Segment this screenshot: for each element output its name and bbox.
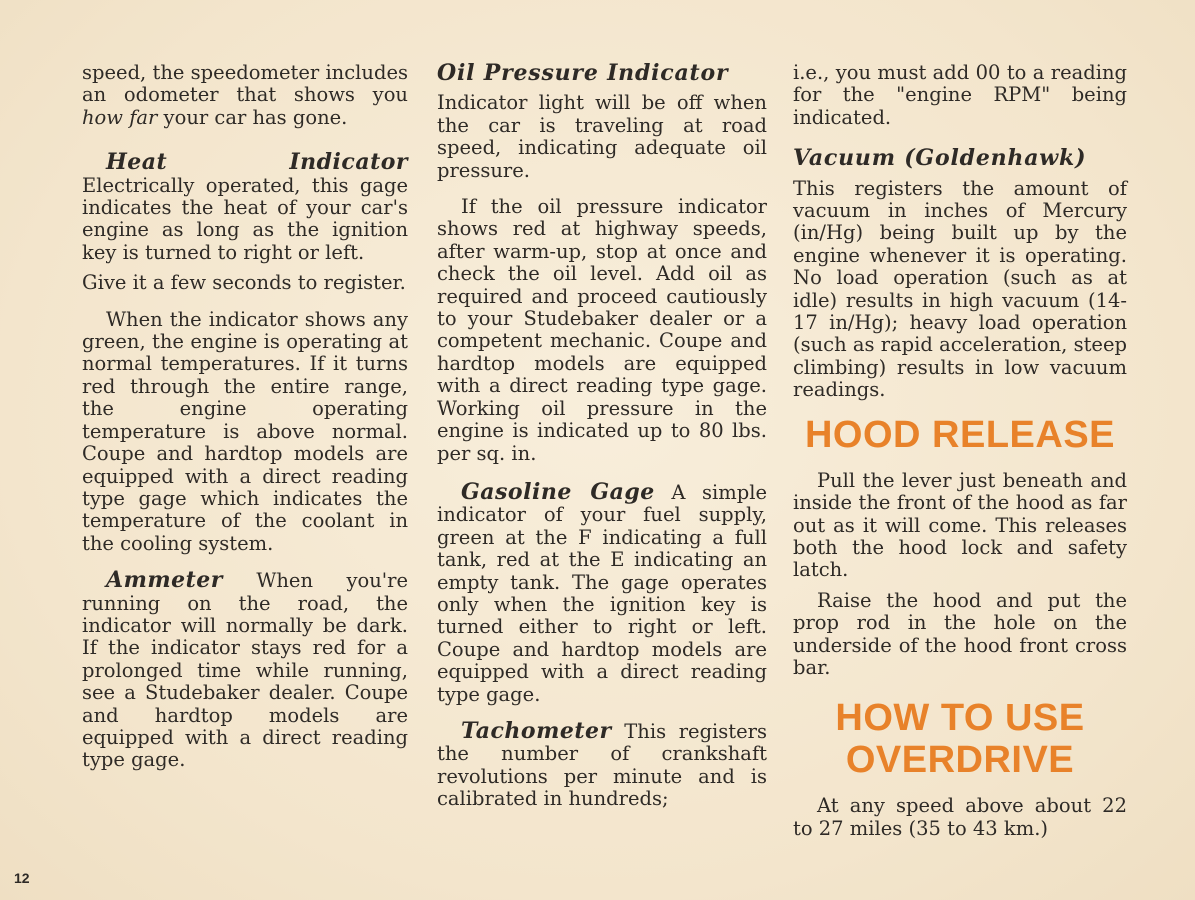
paragraph-register: Give it a few seconds to register. <box>82 271 406 295</box>
paragraph-vacuum: This registers the amount of vacuum in inches of Mercury (in/Hg) being built up by the engine whenever it is operating. No load operation (such as at idle) results in high vacuum (14-17 in/Hg); heavy load operation (such as rapid acceleration, steep climbing) results in low vacuum readings. <box>793 176 1127 402</box>
column-right <box>793 62 1127 848</box>
paragraph-hood-lever: Pull the lever just beneath and inside the front of the hood as far out as it will come. This releases both the hood lock and safety latch. <box>793 468 1127 582</box>
paragraph-tachometer <box>437 717 767 811</box>
text: Electrically operated, this gage indicates the heat of your car's engine as long as the ignition key is turned to right or left. <box>82 173 408 264</box>
subheading-oil-pressure: Oil Pressure Indicator <box>437 60 729 86</box>
text: When you're running on the road, the indicator will normally be dark. If the indicator stays red for a prolonged time while running, see a Studebaker dealer. Coupe and hardtop models are equipped with a direct reading type gage. <box>82 569 408 772</box>
subheading-heat-indicator: Heat Indicator <box>106 149 408 176</box>
subheading-ammeter: Ammeter <box>106 567 223 594</box>
section-title-hood-release: HOOD RELEASE <box>804 413 1116 456</box>
text: speed, the speedometer includes an odometer that shows you <box>82 61 408 107</box>
paragraph-rpm: i.e., you must add 00 to a reading for the "engine RPM" being indicated. <box>793 61 1127 129</box>
subheading-gasoline-gage: Gasoline Gage <box>461 478 655 505</box>
section-title-line: OVERDRIVE <box>845 739 1075 782</box>
paragraph-indicator-green: When the indicator shows any green, the engine is operating at normal temperatures. If it turns red through the entire range, the engine operating temperature is above normal. Coupe and hardtop models are equipped with a direct reading type gage which indicates the temperature of the coolant in the cooling system. <box>82 307 408 555</box>
paragraph-oil-red: If the oil pressure indicator shows red at highway speeds, after warm-up, stop at once and check the oil level. Add oil as required and proceed cautiously to your Studebaker dealer or a competent mechanic. Coupe and hardtop models are equipped with a direct reading type gage. Working oil pressure in the engine is indicated up to 80 lbs. per sq. in. <box>437 195 767 465</box>
column-middle <box>437 62 767 819</box>
text: your car has gone. <box>157 105 348 129</box>
paragraph-heat-indicator <box>82 151 408 264</box>
paragraph-hood-prop: Raise the hood and put the prop rod in the hole on the underside of the hood front cross bar. <box>793 588 1127 679</box>
paragraph-overdrive-speed: At any speed above about 22 to 27 miles (35 to 43 km.) <box>793 794 1127 840</box>
text: This registers the number of crankshaft revolutions per minute and is calibrated in hundreds; <box>437 719 767 811</box>
section-title-line: HOW TO USE <box>835 697 1085 740</box>
column-left <box>82 62 408 780</box>
subheading-tachometer: Tachometer <box>461 717 612 744</box>
paragraph-oil-pressure: Indicator light will be off when the car is traveling at road speed, indicating adequate oil pressure. <box>437 91 767 182</box>
paragraph-speedometer <box>82 62 408 129</box>
paragraph-ammeter <box>82 569 408 772</box>
text: A simple indicator of your fuel supply, green at the F indicating a full tank, red at the E indicating an empty tank. The gage operates only when the ignition key is turned either to right or left. Coupe and hardtop models are equipped with a direct reading type gage. <box>437 480 767 706</box>
section-title-overdrive <box>793 697 1127 781</box>
emphasis-text: how far <box>82 105 158 129</box>
paragraph-gasoline-gage <box>437 478 767 706</box>
subheading-vacuum: Vacuum (Goldenhawk) <box>793 145 1087 172</box>
page-number: 12 <box>14 870 30 886</box>
